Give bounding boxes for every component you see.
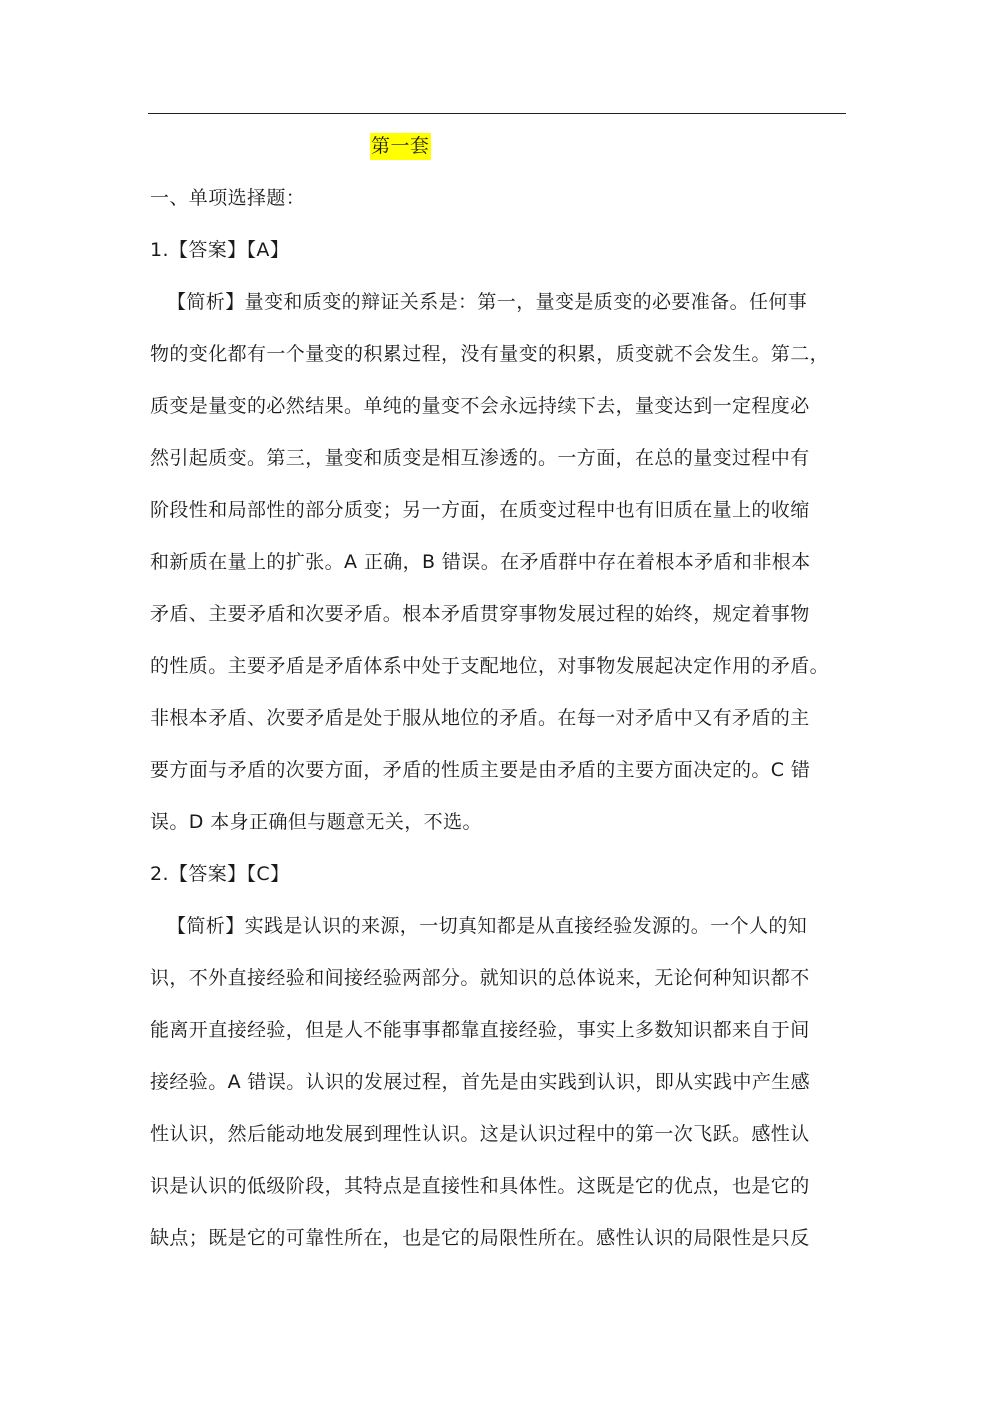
analysis-line: 要方面与矛盾的次要方面，矛盾的性质主要是由矛盾的主要方面决定的。C 错: [150, 759, 811, 781]
analysis-line: 误。D 本身正确但与题意无关，不选。: [150, 811, 482, 833]
analysis-line: 【简析】量变和质变的辩证关系是：第一，量变是质变的必要准备。任何事: [167, 291, 808, 313]
analysis-line: 【简析】实践是认识的来源，一切真知都是从直接经验发源的。一个人的知: [167, 915, 808, 937]
analysis-line: 物的变化都有一个量变的积累过程，没有量变的积累，质变就不会发生。第二，: [150, 343, 830, 365]
analysis-line: 矛盾、主要矛盾和次要矛盾。根本矛盾贯穿事物发展过程的始终，规定着事物: [150, 603, 810, 625]
analysis-line: 能离开直接经验，但是人不能事事都靠直接经验，事实上多数知识都来自于间: [150, 1019, 810, 1041]
analysis-line: 质变是量变的必然结果。单纯的量变不会永远持续下去，量变达到一定程度必: [150, 395, 810, 417]
analysis-line: 阶段性和局部性的部分质变；另一方面，在质变过程中也有旧质在量上的收缩: [150, 499, 810, 521]
analysis-line: 缺点；既是它的可靠性所在，也是它的局限性所在。感性认识的局限性是只反: [150, 1227, 810, 1249]
analysis-line: 非根本矛盾、次要矛盾是处于服从地位的矛盾。在每一对矛盾中又有矛盾的主: [150, 707, 810, 729]
analysis-line: 和新质在量上的扩张。A 正确，B 错误。在矛盾群中存在着根本矛盾和非根本: [150, 551, 811, 573]
answer-line: 2.【答案】【C】: [150, 863, 290, 885]
analysis-line: 性认识，然后能动地发展到理性认识。这是认识过程中的第一次飞跃。感性认: [150, 1123, 810, 1145]
analysis-line: 的性质。主要矛盾是矛盾体系中处于支配地位，对事物发展起决定作用的矛盾。: [150, 655, 830, 677]
analysis-line: 识是认识的低级阶段，其特点是直接性和具体性。这既是它的优点，也是它的: [150, 1175, 810, 1197]
analysis-line: 识，不外直接经验和间接经验两部分。就知识的总体说来，无论何种知识都不: [150, 967, 810, 989]
set-title: 第一套: [370, 133, 431, 160]
header-rule: [148, 113, 846, 114]
answer-line: 1.【答案】【A】: [150, 239, 290, 261]
section-heading: 一、单项选择题：: [150, 187, 306, 209]
analysis-line: 接经验。A 错误。认识的发展过程，首先是由实践到认识，即从实践中产生感: [150, 1071, 811, 1093]
analysis-line: 然引起质变。第三，量变和质变是相互渗透的。一方面，在总的量变过程中有: [150, 447, 810, 469]
